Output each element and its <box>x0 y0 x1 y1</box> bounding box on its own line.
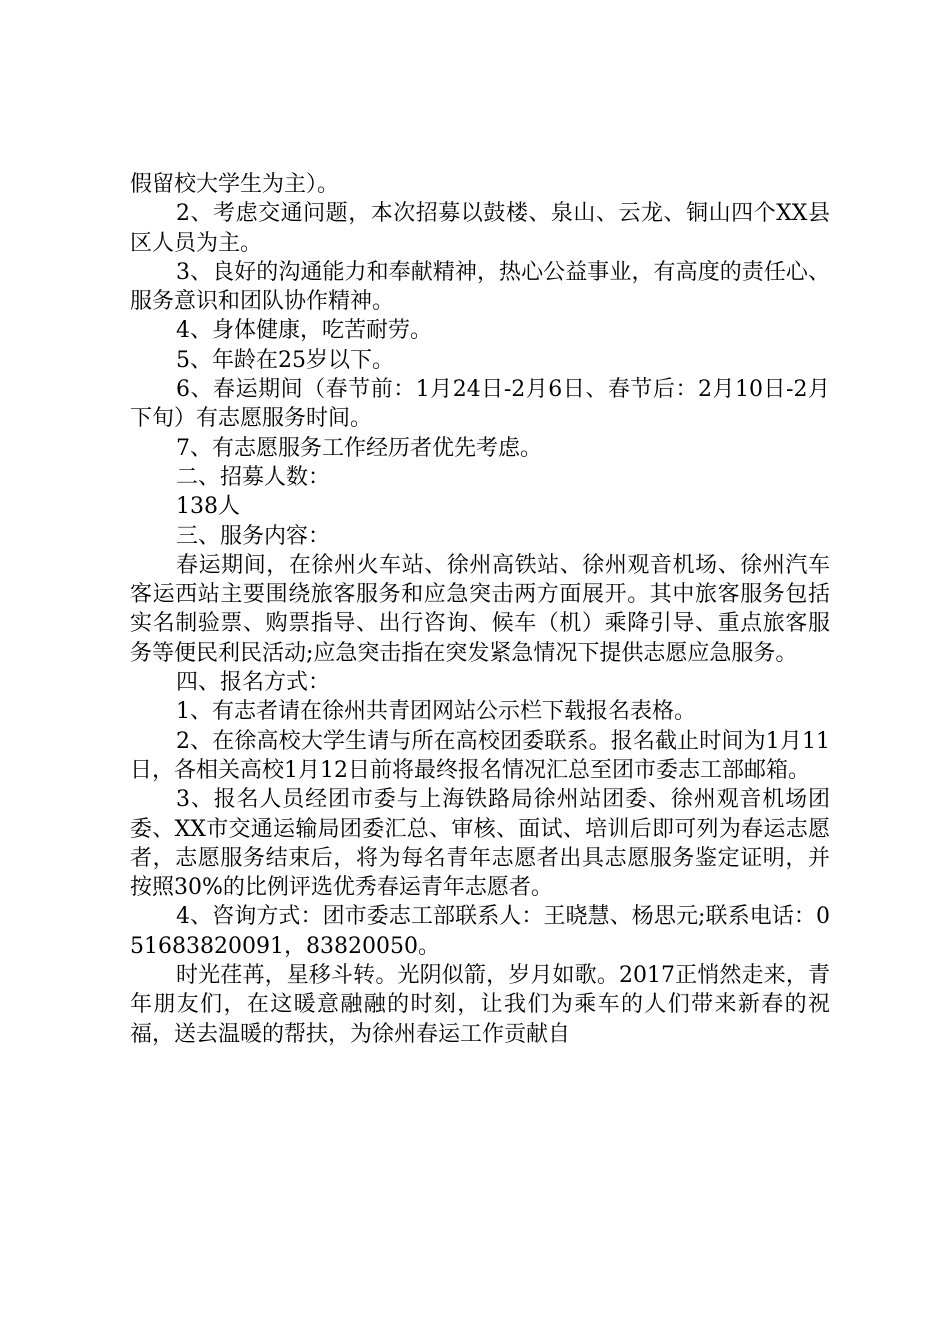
paragraph-4: 4、身体健康，吃苦耐劳。 <box>176 318 432 344</box>
paragraph-service-content: 春运期间，在徐州火车站、徐州高铁站、徐州观音机场、徐州汽车客运西站主要围绕旅客服务和应急突击两方面展开。其中旅客服务包括实名制验票、购票指导、出行咨询、候车（机）乘降引导、重点旅客服务等便民利民活动;应急突击指在突发紧急情况下提供志愿应急服务。 <box>130 552 830 666</box>
paragraph-registration-2: 2、在徐高校大学生请与所在高校团委联系。报名截止时间为1月11日，各相关高校1月12日前将最终报名情况汇总至团市委志工部邮箱。 <box>130 728 830 783</box>
paragraph-3: 3、良好的沟通能力和奉献精神，热心公益事业，有高度的责任心、服务意识和团队协作精神。 <box>130 259 830 315</box>
paragraph-7: 7、有志愿服务工作经历者优先考虑。 <box>176 435 542 461</box>
paragraph-2: 2、考虑交通问题，本次招募以鼓楼、泉山、云龙、铜山四个XX县区人员为主。 <box>130 201 830 256</box>
paragraph-registration-1: 1、有志者请在徐州共青团网站公示栏下载报名表格。 <box>176 699 696 725</box>
section-heading-registration: 四、报名方式： <box>176 670 331 696</box>
document-body <box>130 170 830 1049</box>
paragraph-1: 假留校大学生为主）。 <box>130 172 340 197</box>
paragraph-6: 6、春运期间（春节前：1月24日-2月6日、春节后：2月10日-2月下旬）有志愿服务时间。 <box>130 377 830 432</box>
section-heading-recruit-count: 二、招募人数： <box>176 464 331 490</box>
recruit-count-value: 138人 <box>176 494 240 520</box>
paragraph-5: 5、年龄在25岁以下。 <box>176 347 394 373</box>
paragraph-registration-3: 3、报名人员经团市委与上海铁路局徐州站团委、徐州观音机场团委、XX市交通运输局团委汇总、审核、面试、培训后即可列为春运志愿者，志愿服务结束后，将为每名青年志愿者出具志愿服务鉴定证明，并按照30%的比例评选优秀春运青年志愿者。 <box>130 787 830 901</box>
paragraph-registration-4: 4、咨询方式：团市委志工部联系人：王晓慧、杨思元;联系电话：051683820091，83820050。 <box>130 904 830 959</box>
paragraph-closing: 时光荏苒，星移斗转。光阴似箭，岁月如歌。2017正悄然走来，青年朋友们，在这暖意融融的时刻，让我们为乘车的人们带来新春的祝福，送去温暖的帮扶，为徐州春运工作贡献自 <box>130 963 830 1047</box>
section-heading-service-content: 三、服务内容： <box>176 523 331 549</box>
